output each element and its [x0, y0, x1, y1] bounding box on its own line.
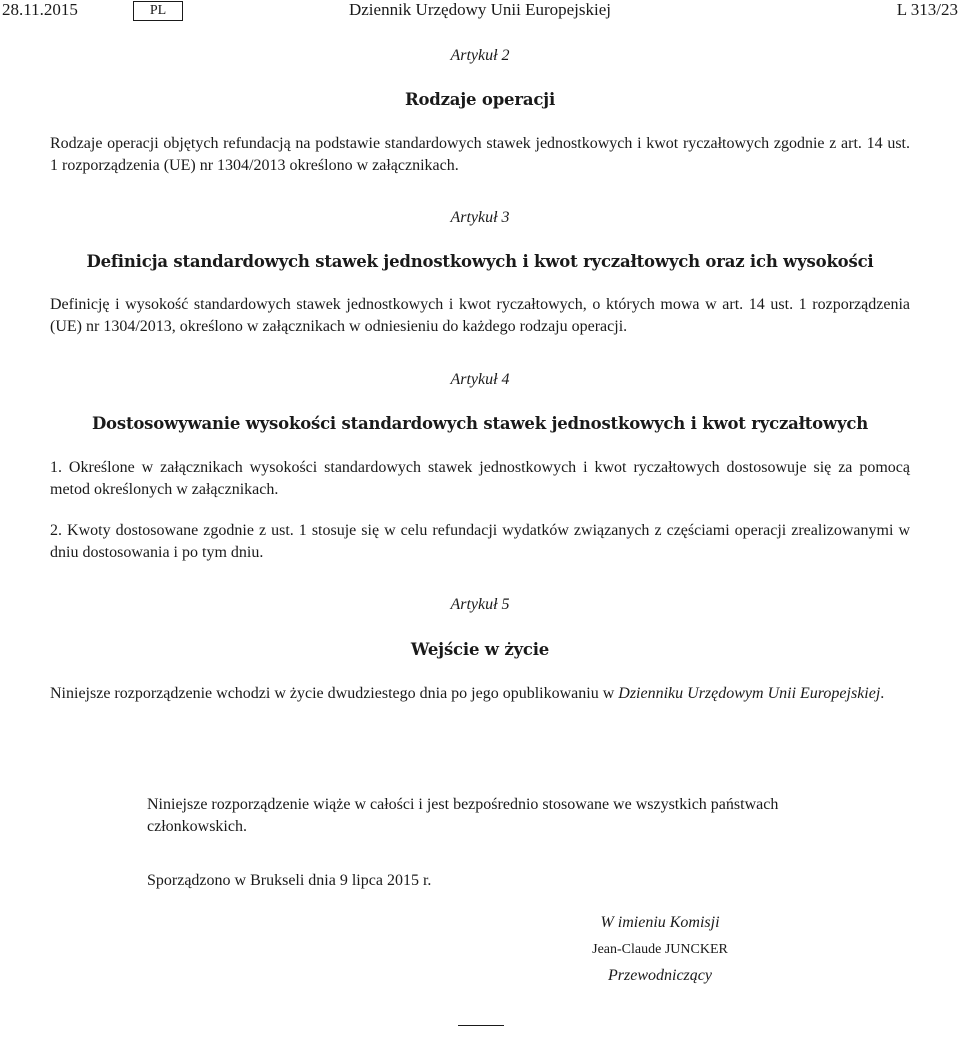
journal-name-italic: Dzienniku Urzędowym Unii Europejskiej [618, 685, 881, 702]
article-2-title: Rodzaje operacji [404, 90, 556, 109]
article-4-title: Dostosowywanie wysokości standardowych stawek jednostkowych i kwot ryczałtowych [91, 414, 869, 433]
article-3-number: Artykuł 3 [450, 209, 510, 226]
footer-divider [458, 1025, 504, 1026]
signature-role: Przewodniczący [608, 967, 712, 984]
article-4-paragraph-1: 1. Określone w załącznikach wysokości standardowych stawek jednostkowych i kwot ryczałtowych dostosowuje się za pomocą metod określonych w załącznikach. [50, 459, 910, 498]
page-reference: L 313/23 [896, 0, 958, 19]
signature-name: Jean-Claude JUNCKER [592, 942, 728, 957]
article-4-paragraph-2: 2. Kwoty dostosowane zgodnie z ust. 1 stosuje się w celu refundacji wydatków związanych z częściami operacji zrealizowanymi w dniu dostosowania i po tym dniu. [50, 522, 910, 561]
page-header [0, 0, 960, 24]
article-5-paragraph [50, 683, 910, 705]
article-3-title: Definicja standardowych stawek jednostkowych i kwot ryczałtowych oraz ich wysokości [86, 252, 874, 271]
signature-on-behalf: W imieniu Komisji [600, 914, 720, 931]
article-3-paragraph-text: Definicję i wysokość standardowych stawek jednostkowych i kwot ryczałtowych, o których mowa w art. 14 ust. 1 rozporządzenia (UE) nr 1304/2013, określono w załącznikach w odniesieniu do każdego rodzaju operacji. [50, 296, 910, 335]
article-3-paragraph [50, 294, 910, 337]
publication-date: 28.11.2015 [2, 0, 78, 19]
language-badge: PL [133, 1, 183, 21]
article-5-paragraph-end: . [880, 685, 885, 702]
done-at-statement: Sporządzono w Brukseli dnia 9 lipca 2015 r. [147, 872, 432, 889]
article-2-paragraph: Rodzaje operacji objętych refundacją na podstawie standardowych stawek jednostkowych i kwot ryczałtowych zgodnie z art. 14 ust. 1 rozporządzenia (UE) nr 1304/2013 określono w załącznikach. [50, 135, 910, 174]
binding-statement: Niniejsze rozporządzenie wiąże w całości i jest bezpośrednio stosowane we wszystkich państwach członkowskich. [147, 796, 779, 835]
article-5-number: Artykuł 5 [450, 596, 510, 613]
article-5-title: Wejście w życie [410, 640, 550, 659]
article-4-number: Artykuł 4 [450, 371, 510, 388]
journal-title: Dziennik Urzędowy Unii Europejskiej [348, 0, 611, 19]
article-5-paragraph-text: Niniejsze rozporządzenie wchodzi w życie dwudziestego dnia po jego opublikowaniu w [50, 685, 619, 702]
article-2-number: Artykuł 2 [450, 47, 510, 64]
